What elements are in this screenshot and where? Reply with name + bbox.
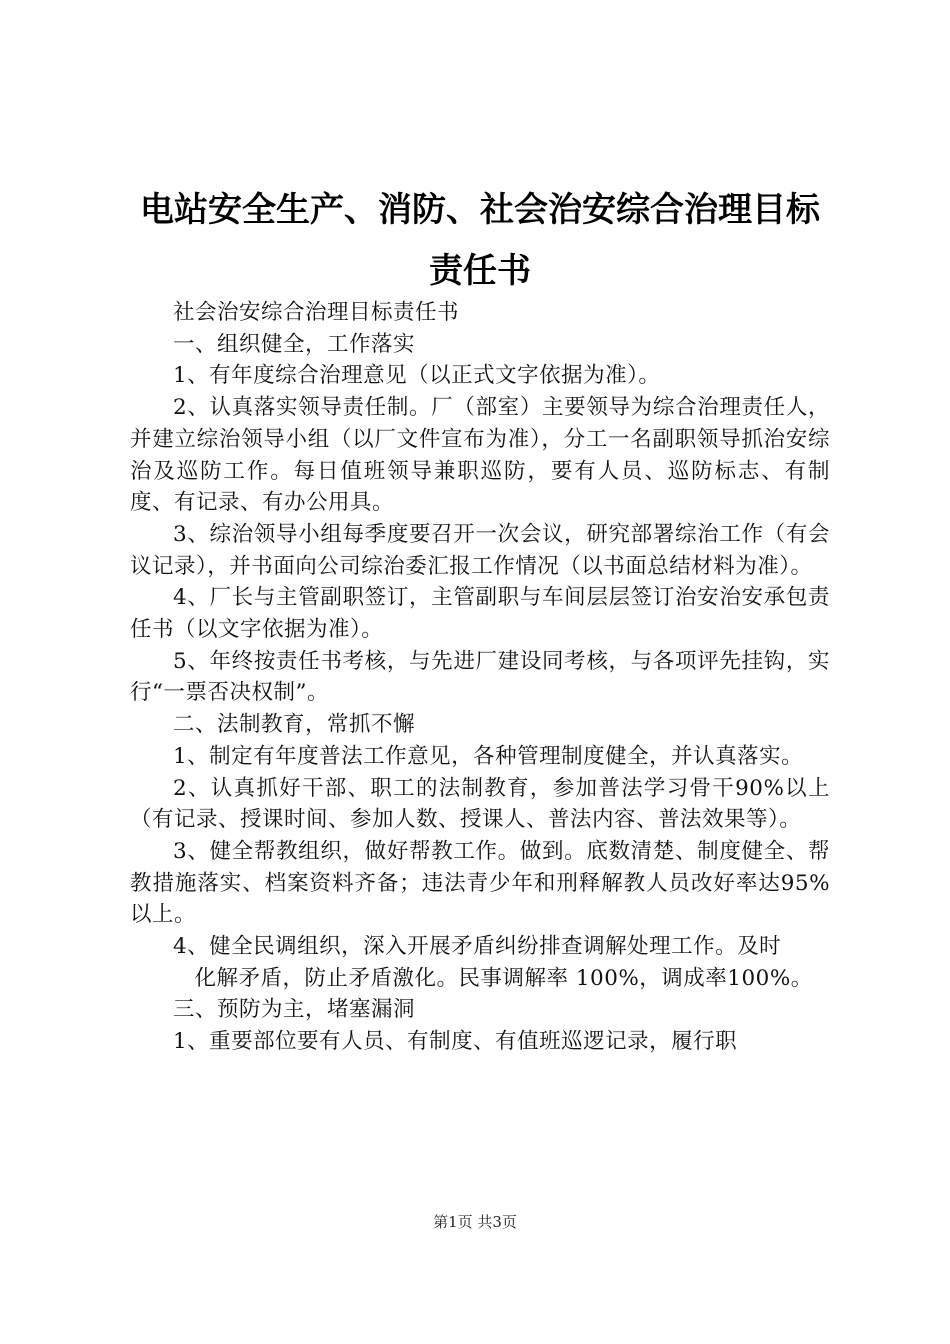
- paragraph: 1、制定有年度普法工作意见，各种管理制度健全，并认真落实。: [173, 743, 804, 769]
- paragraph: 4、厂长与主管副职签订，主管副职与车间层层签订治安治安承包责任书（以文字依据为准）。: [130, 585, 830, 643]
- paragraph: 2、认真抓好干部、职工的法制教育，参加普法学习骨干90%以上（有记录、授课时间、参加人数、授课人、普法内容、普法效果等）。: [130, 775, 830, 833]
- paragraph: 3、综治领导小组每季度要召开一次会议，研究部署综治工作（有会议记录），并书面向公司综治委汇报工作情况（以书面总结材料为准）。: [130, 521, 830, 579]
- page-number-footer: 第1页 共3页: [433, 1213, 517, 1231]
- paragraph: 3、健全帮教组织，做好帮教工作。做到。底数清楚、制度健全、帮教措施落实、档案资料齐备；违法青少年和刑释解教人员改好率达95%以上。: [130, 838, 830, 928]
- section-heading-3: 三、预防为主，堵塞漏洞: [173, 997, 416, 1023]
- document-body: [130, 297, 830, 1058]
- paragraph: 1、重要部位要有人员、有制度、有值班巡逻记录，履行职: [173, 1029, 738, 1055]
- subtitle-paragraph: 社会治安综合治理目标责任书: [173, 300, 460, 325]
- paragraph: 2、认真落实领导责任制。厂（部室）主要领导为综合治理责任人，并建立综治领导小组（以厂文件宣布为准），分工一名副职领导抓治安综治及巡防工作。每日值班领导兼职巡防，要有人员、巡防标志、有制度、有记录、有办公用具。: [130, 395, 830, 516]
- paragraph: 化解矛盾，防止矛盾激化。民事调解率 100%，调成率100%。: [194, 965, 813, 991]
- section-heading-1: 一、组织健全，工作落实: [173, 331, 416, 357]
- paragraph: 1、有年度综合治理意见（以正式文字依据为准）。: [173, 363, 661, 389]
- document-title-line-1: 电站安全生产、消防、社会治安综合治理目标: [140, 190, 820, 230]
- section-heading-2: 二、法制教育，常抓不懈: [173, 712, 416, 738]
- paragraph: 4、健全民调组织，深入开展矛盾纠纷排查调解处理工作。及时: [173, 934, 782, 960]
- document-title-line-2: 责任书: [429, 251, 531, 291]
- paragraph: 5、年终按责任书考核，与先进厂建设同考核，与各项评先挂钩，实行“一票否决权制”。: [130, 648, 830, 706]
